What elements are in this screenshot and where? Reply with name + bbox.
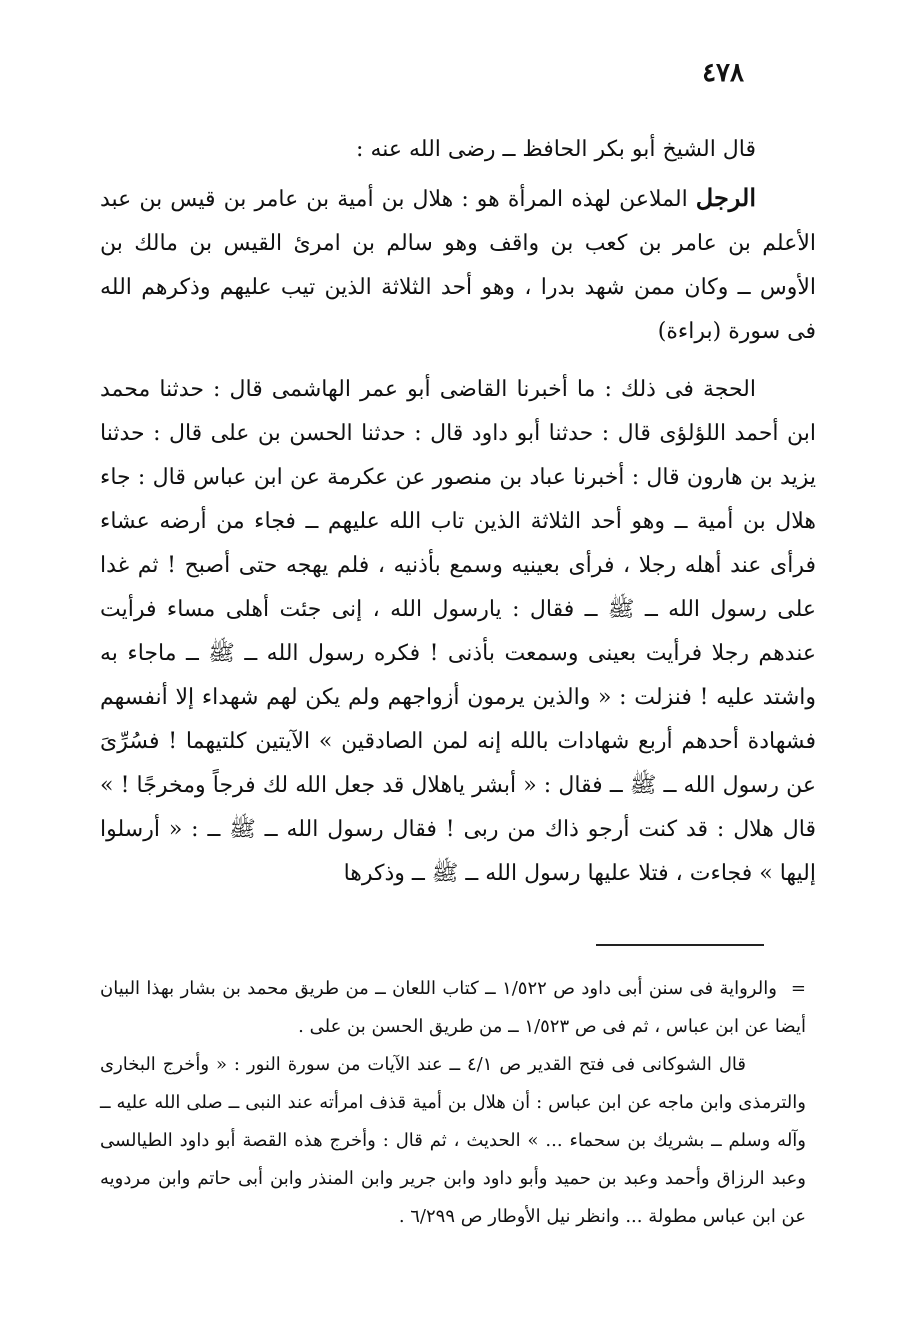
- identity-lead-word: الرجل: [695, 183, 756, 212]
- intro-block: [100, 128, 816, 172]
- footnotes: [100, 970, 806, 1236]
- identity-paragraph: [100, 176, 816, 354]
- footnote-separator: [596, 944, 764, 946]
- continuation-marker: =: [790, 978, 807, 999]
- footnote-2: قال الشوكانى فى فتح القدير ص ٤/١ ــ عند الآيات من سورة النور : « وأخرج البخارى والترمذى وابن ماجه عن ابن عباس : أن هلال بن أمية قذف امرأته عند النبى ــ صلى الله عليه ــ وآله وسلم ــ بشريك بن سحماء ... » الحديث ، ثم قال : وأخرج هذه القصة أبو داود الطيالسى وعبد الرزاق وأحمد وعبد بن حميد وأبو داود وابن جرير وابن المنذر وابن أبى حاتم وابن مردويه عن ابن عباس مطولة ... وانظر نيل الأوطار ص ٦/٢٩٩ .: [100, 1054, 806, 1227]
- hadith-block: [100, 368, 816, 896]
- footnote-1-text: والرواية فى سنن أبى داود ص ١/٥٢٢ ــ كتاب اللعان ــ من طريق محمد بن بشار بهذا البيان أيضا عن ابن عباس ، ثم فى ص ١/٥٢٣ ــ من طريق الحسن بن على .: [100, 978, 806, 1037]
- identity-block: [100, 176, 816, 354]
- footnote-1: [100, 970, 806, 1046]
- identity-text: الملاعن لهذه المرأة هو : هلال بن أمية بن عامر بن قيس بن عبد الأعلم بن عامر بن كعب بن واقف وهو سالم بن امرئ القيس بن مالك بن الأوس ــ وكان ممن شهد بدرا ، وهو أحد الثلاثة الذين تيب عليهم وذكرهم الله فى سورة (براءة): [100, 187, 816, 344]
- page-number: ٤٧٨: [702, 58, 744, 88]
- intro-paragraph: قال الشيخ أبو بكر الحافظ ــ رضى الله عنه :: [356, 137, 756, 162]
- hadith-paragraph: الحجة فى ذلك : ما أخبرنا القاضى أبو عمر الهاشمى قال : حدثنا محمد ابن أحمد اللؤلؤى قال : حدثنا أبو داود قال : حدثنا الحسن بن على قال : حدثنا يزيد بن هارون قال : أخبرنا عباد بن منصور عن عكرمة عن ابن عباس قال : جاء هلال بن أمية ــ وهو أحد الثلاثة الذين تاب الله عليهم ــ فجاء من أرضه عشاء فرأى عند أهله رجلا ، فرأى بعينيه وسمع بأذنيه ، فلم يهجه حتى أصبح ! ثم غدا على رسول الله ــ ﷺ ــ فقال : يارسول الله ، إنى جئت أهلى مساء فرأيت عندهم رجلا فرأيت بعينى وسمعت بأذنى ! فكره رسول الله ــ ﷺ ــ ماجاء به واشتد عليه ! فنزلت : « والذين يرمون أزواجهم ولم يكن لهم شهداء إلا أنفسهم فشهادة أحدهم أربع شهادات بالله إنه لمن الصادقين » الآيتين كلتيهما ! فسُرِّىَ عن رسول الله ــ ﷺ ــ فقال : « أبشر ياهلال قد جعل الله لك فرجاً ومخرجًا ! » قال هلال : قد كنت أرجو ذاك من ربى ! فقال رسول الله ــ ﷺ ــ : « أرسلوا إليها » فجاءت ، فتلا عليها رسول الله ــ ﷺ ــ وذكرها: [100, 377, 816, 886]
